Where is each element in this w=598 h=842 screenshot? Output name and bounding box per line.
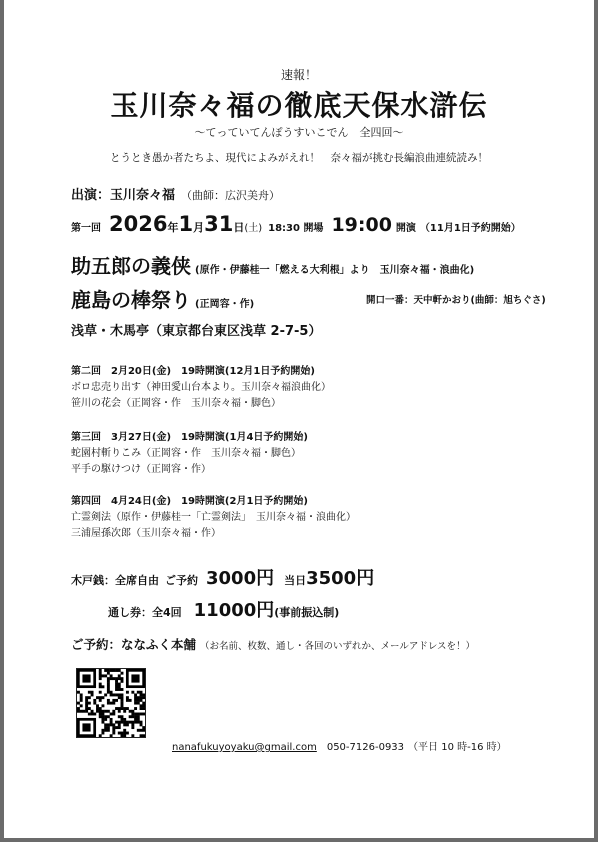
tagline: とうとき愚か者たちよ、現代によみがえれ！ 奈々福が挑む長編浪曲連続読み！ [110,152,488,164]
session1-weekday: (土) [244,223,263,234]
phone-hours: （平日 10 時-16 時） [408,742,507,753]
ticket-line [71,564,374,590]
session2-heading: 第二回 2月20日(金) 19時開演(12月1日予約開始) [71,366,315,377]
email-link[interactable]: nanafukuyoyaku@gmail.com [172,742,317,753]
opening-act: 開口一番：天中軒かおり(曲師：旭ちぐさ) [366,295,546,306]
session3-heading: 第三回 3月27日(金) 19時開演(1月4日予約開始) [71,432,308,443]
reservation-note: （お名前、枚数、通し・各回のいずれか、メールアドレスを！） [200,641,476,652]
qr-code-graphic [77,669,145,737]
performer-name: 出演：玉川奈々福 [71,188,176,203]
advance-label: ご予約 [165,574,198,587]
door-label: 当日 [284,574,307,587]
session1-year-suffix: 年 [167,221,179,234]
session4-piece1: 亡霊剣法（原作・伊藤桂一「亡霊剣法」 玉川奈々福・浪曲化） [71,512,356,523]
flyer-page [4,0,594,838]
flash-label: 速報！ [280,68,317,82]
reservation-line [71,634,475,653]
session1-month: 1 [178,212,194,236]
pass-label: 通し券：全4回 [108,606,182,619]
subtitle: ～てっていてんぽうすいこでん 全四回～ [194,126,404,139]
pass-price: 11000円 [193,600,275,621]
performers [71,184,280,203]
session1-year: 2026 [109,212,168,236]
session2-piece1: ボロ忠売り出す（神田愛山台本より。玉川奈々福浪曲化） [71,382,331,393]
session1-day-suffix: 日 [233,221,245,234]
advance-price: 3000円 [206,568,275,589]
session4-piece2: 三浦屋孫次郎（玉川奈々福・作） [71,528,221,539]
session1-day: 31 [204,212,234,236]
qr-code[interactable] [76,668,146,738]
session1-piece1-title: 助五郎の義侠 [71,254,191,278]
session1-month-suffix: 月 [193,221,205,234]
reservation-label: ご予約：ななふく本舗 [71,637,197,652]
session1-piece1 [71,250,474,279]
session1-start-time: 19:00 [331,214,392,236]
session1-piece2-title: 鹿島の棒祭り [71,288,191,312]
session3-piece2: 平手の駆けつけ（正岡容・作） [71,464,211,475]
door-price: 3500円 [306,568,375,589]
session1-piece2 [71,284,254,313]
session1-booking: （11月1日予約開始） [419,223,521,234]
ticket-label: 木戸銭：全席自由 [71,574,159,587]
pass-line [108,596,339,622]
contact-line [172,738,507,753]
page-title: 玉川奈々福の徹底天保水滸伝 [110,89,488,122]
session3-piece1: 蛇園村斬りこみ（正岡容・作 玉川奈々福・脚色） [71,448,301,459]
session1-start-suffix: 開演 [395,223,416,234]
session4-heading: 第四回 4月24日(金) 19時開演(2月1日予約開始) [71,496,308,507]
phone-number: 050-7126-0933 [326,742,405,753]
session1-number: 第一回 [71,223,101,234]
pass-note: (事前振込制) [274,606,340,619]
session2-piece2: 笹川の花会（正岡容・作 玉川奈々福・脚色） [71,398,281,409]
venue: 浅草・木馬亭（東京都台東区浅草 2-7-5） [71,324,322,339]
session1-piece1-credit: (原作・伊藤桂一「燃える大利根」より 玉川奈々福・浪曲化) [195,265,475,276]
session1-open-time: 18:30 開場 [268,223,324,234]
accompanist: （曲師：広沢美舟） [181,189,281,202]
session1-piece2-credit: (正岡容・作) [195,299,255,310]
session1-date-line [71,212,521,236]
